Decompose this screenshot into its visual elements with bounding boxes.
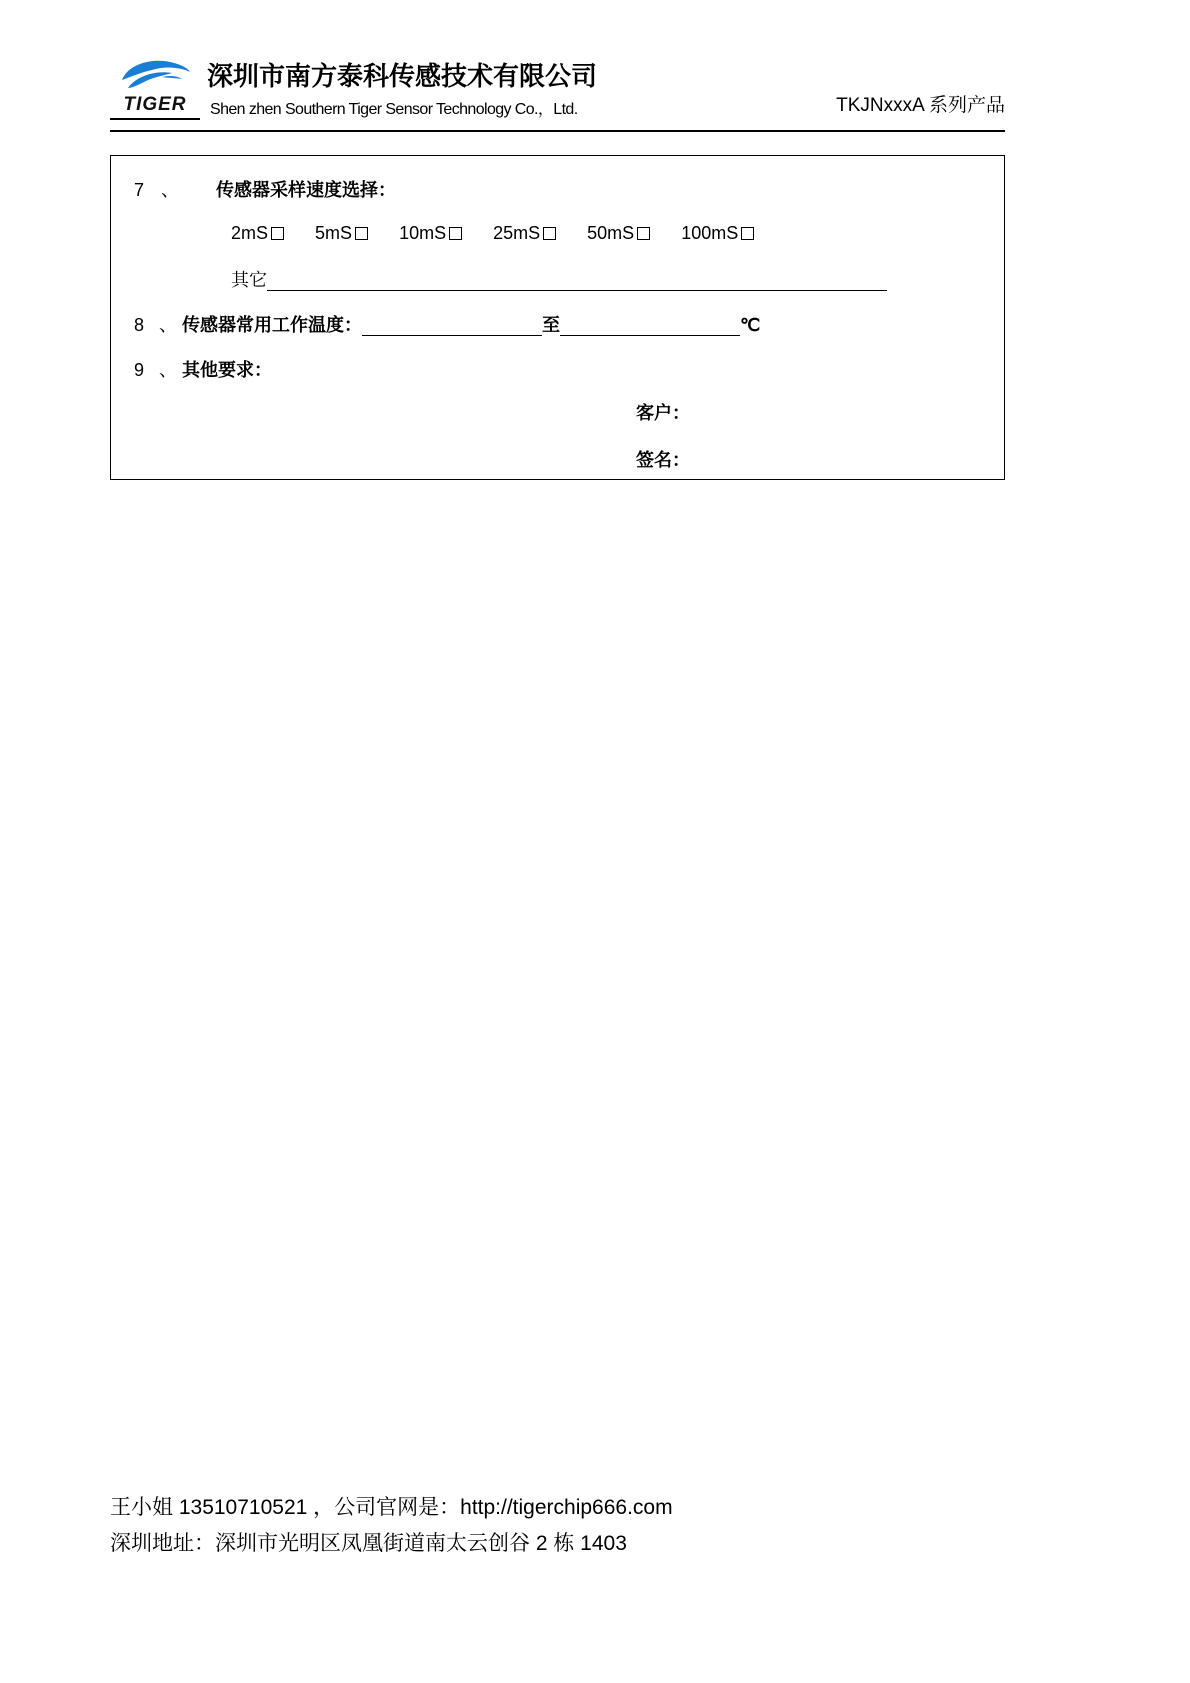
checkbox-100ms[interactable] <box>741 227 754 240</box>
temperature-between-label: 至 <box>542 315 561 335</box>
speed-option-100ms[interactable] <box>681 223 754 243</box>
checkbox-5ms[interactable] <box>355 227 368 240</box>
temperature-from-input[interactable] <box>362 315 542 336</box>
other-speed-input[interactable] <box>267 270 887 291</box>
speed-option-100ms-label: 100mS <box>681 223 739 243</box>
temperature-unit-label: ℃ <box>740 315 761 335</box>
question-8 <box>134 311 760 337</box>
speed-option-2ms[interactable] <box>231 223 284 243</box>
signature-label: 签名： <box>636 450 690 470</box>
page-header <box>110 50 1005 128</box>
page-footer <box>110 1490 673 1562</box>
customer-label: 客户： <box>636 403 690 423</box>
footer-address-line: 深圳地址：深圳市光明区凤凰街道南太云创谷 2 栋 1403 <box>110 1532 627 1555</box>
other-speed-row <box>231 266 887 292</box>
question-8-number: 8 、 <box>134 315 183 335</box>
signature-row <box>636 446 690 472</box>
temperature-to-input[interactable] <box>560 315 740 336</box>
question-7 <box>134 176 396 202</box>
question-9-label: 其他要求： <box>182 360 273 380</box>
speed-option-2ms-label: 2mS <box>231 223 269 243</box>
footer-contact-line: 王小姐 13510710521 ，公司官网是：http://tigerchip666.com <box>110 1496 673 1519</box>
logo-underline <box>110 118 200 120</box>
question-8-label: 传感器常用工作温度： <box>182 315 363 335</box>
tiger-logo-icon <box>118 58 192 94</box>
speed-option-10ms[interactable] <box>399 223 462 243</box>
speed-option-10ms-label: 10mS <box>399 223 447 243</box>
logo-wordmark: TIGER <box>123 94 187 115</box>
product-series-label: TKJNxxxA 系列产品 <box>836 95 1005 116</box>
speed-option-50ms[interactable] <box>587 223 650 243</box>
company-name-cn: 深圳市南方泰科传感技术有限公司 <box>207 61 598 91</box>
question-9 <box>134 356 272 382</box>
question-7-number: 7 、 <box>134 180 186 200</box>
header-divider <box>110 130 1005 132</box>
question-7-label: 传感器采样速度选择： <box>216 180 397 200</box>
company-logo <box>110 58 200 120</box>
sampling-speed-options <box>231 223 780 244</box>
speed-option-5ms[interactable] <box>315 223 368 243</box>
company-name-en: Shen zhen Southern Tiger Sensor Technology Co.，Ltd. <box>210 101 578 118</box>
checkbox-50ms[interactable] <box>637 227 650 240</box>
speed-option-50ms-label: 50mS <box>587 223 635 243</box>
speed-option-25ms-label: 25mS <box>493 223 541 243</box>
checkbox-2ms[interactable] <box>271 227 284 240</box>
question-9-number: 9 、 <box>134 360 183 380</box>
checkbox-25ms[interactable] <box>543 227 556 240</box>
speed-option-25ms[interactable] <box>493 223 556 243</box>
customer-row <box>636 399 690 425</box>
form-box <box>110 155 1005 480</box>
speed-option-5ms-label: 5mS <box>315 223 353 243</box>
checkbox-10ms[interactable] <box>449 227 462 240</box>
other-speed-label: 其它 <box>231 270 267 290</box>
